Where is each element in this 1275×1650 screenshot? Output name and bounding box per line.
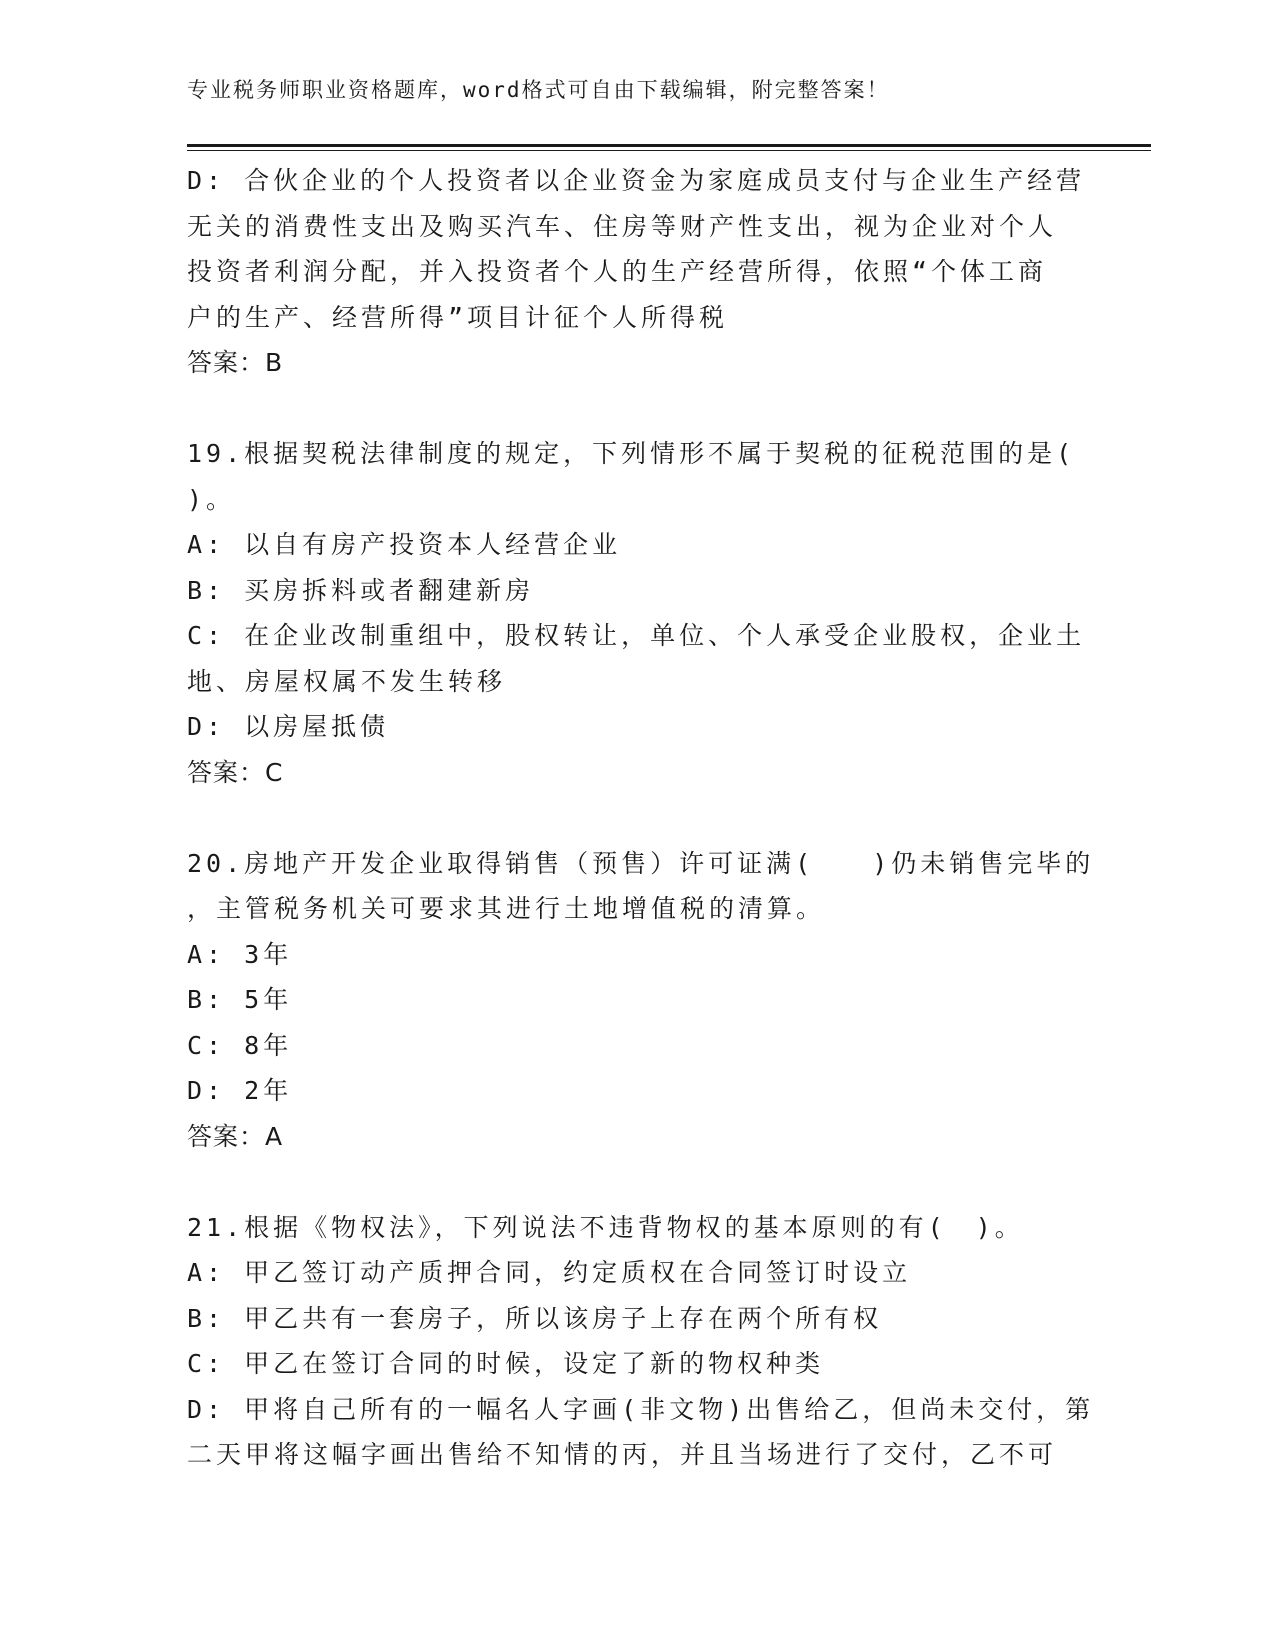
- spacer: [187, 1159, 1087, 1205]
- q20-stem-line-1: 20.房地产开发企业取得销售（预售）许可证满( )仍未销售完毕的: [187, 848, 1095, 878]
- q18-option-d-line-3: 投资者利润分配，并入投资者个人的生产经营所得，依照“个体工商: [187, 257, 1048, 286]
- header-rule-thick: [187, 144, 1151, 147]
- q18-option-d-line-1: D: 合伙企业的个人投资者以企业资金为家庭成员支付与企业生产经营: [187, 166, 1086, 195]
- q19-answer: 答案：C: [187, 757, 284, 787]
- question-21: [187, 1205, 1095, 1478]
- q19-option-c-line-1: C: 在企业改制重组中，股权转让，单位、个人承受企业股权，企业土: [187, 621, 1086, 650]
- question-content: [187, 158, 1095, 1478]
- q21-option-c: C: 甲乙在签订合同的时候，设定了新的物权种类: [187, 1349, 825, 1378]
- q19-stem-line-1: 19.根据契税法律制度的规定，下列情形不属于契税的征税范围的是(: [187, 439, 1076, 468]
- page-header: 专业税务师职业资格题库，word格式可自由下载编辑，附完整答案！: [187, 78, 890, 102]
- q20-option-a: A: 3年: [187, 939, 293, 969]
- q21-option-d-line-1: D: 甲将自己所有的一幅名人字画(非文物)出售给乙，但尚未交付，第: [187, 1394, 1095, 1424]
- q20-option-d: D: 2年: [187, 1076, 293, 1105]
- q19-option-a: A: 以自有房产投资本人经营企业: [187, 530, 622, 559]
- q21-option-b: B: 甲乙共有一套房子，所以该房子上存在两个所有权: [187, 1303, 883, 1333]
- q19-option-b: B: 买房拆料或者翻建新房: [187, 575, 535, 605]
- question-19: [187, 431, 1087, 795]
- q20-option-b: B: 5年: [187, 985, 293, 1014]
- q20-stem-line-2: ，主管税务机关可要求其进行土地增值税的清算。: [187, 894, 826, 923]
- q18-option-d-line-2: 无关的消费性支出及购买汽车、住房等财产性支出，视为企业对个人: [187, 211, 1058, 241]
- question-20: [187, 841, 1095, 1160]
- q18-answer: 答案：B: [187, 348, 284, 377]
- q20-answer: 答案：A: [187, 1121, 284, 1151]
- spacer: [187, 795, 1087, 841]
- q18-option-d-line-4: 户的生产、经营所得”项目计征个人所得税: [187, 302, 729, 332]
- header-rule-thin: [187, 150, 1151, 151]
- q19-option-c-line-2: 地、房屋权属不发生转移: [187, 666, 507, 696]
- q21-option-a: A: 甲乙签订动产质押合同，约定质权在合同签订时设立: [187, 1258, 912, 1287]
- q20-option-c: C: 8年: [187, 1030, 293, 1060]
- question-18-tail: [187, 158, 1087, 386]
- q19-stem-line-2: )。: [187, 484, 236, 514]
- q21-stem: 21.根据《物权法》，下列说法不违背物权的基本原则的有( )。: [187, 1212, 1024, 1242]
- q21-option-d-line-2: 二天甲将这幅字画出售给不知情的丙，并且当场进行了交付，乙不可: [187, 1440, 1058, 1469]
- q19-option-d: D: 以房屋抵债: [187, 712, 390, 741]
- spacer: [187, 386, 1087, 432]
